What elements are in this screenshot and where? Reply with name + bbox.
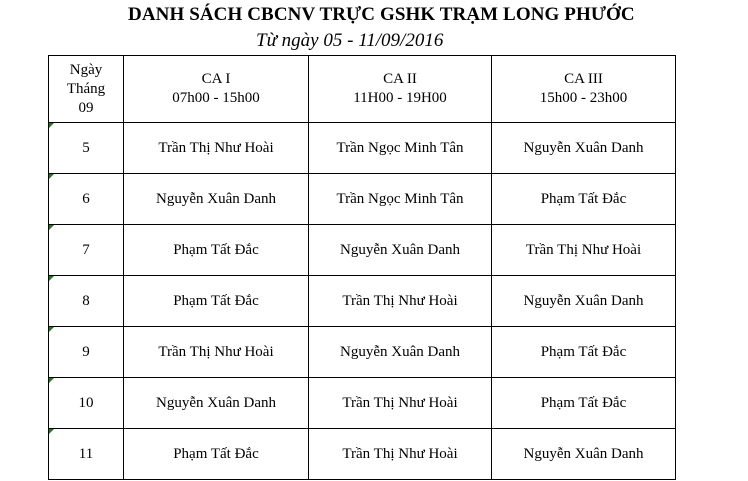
shift-2-name: CA II xyxy=(383,71,417,87)
shift-1-cell[interactable] xyxy=(124,378,309,429)
staff-name: Trần Thị Như Hoài xyxy=(342,394,458,411)
day-cell[interactable] xyxy=(49,327,124,378)
shift-2-cell[interactable] xyxy=(309,429,492,480)
comment-marker-icon xyxy=(49,225,54,230)
shift-2-cell[interactable] xyxy=(309,327,492,378)
table-row xyxy=(49,327,676,378)
shift-3-cell[interactable] xyxy=(492,225,676,276)
shift-1-cell[interactable] xyxy=(124,327,309,378)
staff-name: Nguyễn Xuân Danh xyxy=(523,292,644,309)
day-value: 5 xyxy=(82,139,90,156)
shift-3-cell[interactable] xyxy=(492,327,676,378)
shift-1-cell[interactable] xyxy=(124,276,309,327)
staff-name: Nguyễn Xuân Danh xyxy=(340,343,460,360)
header-cell-shift-2[interactable] xyxy=(309,56,492,123)
staff-name: Trần Thị Như Hoài xyxy=(158,139,274,156)
header-cell-shift-1[interactable] xyxy=(124,56,309,123)
staff-name: Trần Thị Như Hoài xyxy=(342,292,458,309)
staff-name: Trần Thị Như Hoài xyxy=(158,343,274,360)
staff-name: Phạm Tất Đắc xyxy=(173,445,259,462)
staff-name: Nguyễn Xuân Danh xyxy=(523,139,644,156)
staff-name: Nguyễn Xuân Danh xyxy=(156,190,276,207)
duty-schedule-table xyxy=(48,55,676,480)
shift-3-cell[interactable] xyxy=(492,429,676,480)
document-title: DANH SÁCH CBCNV TRỰC GSHK TRẠM LONG PHƯỚC xyxy=(128,4,635,25)
shift-3-cell[interactable] xyxy=(492,174,676,225)
header-day-line-1: Ngày xyxy=(69,61,103,78)
shift-1-cell[interactable] xyxy=(124,123,309,174)
staff-name: Nguyễn Xuân Danh xyxy=(156,394,276,411)
shift-2-cell[interactable] xyxy=(309,174,492,225)
day-value: 8 xyxy=(82,292,90,309)
shift-2-cell[interactable] xyxy=(309,276,492,327)
staff-name: Trần Thị Như Hoài xyxy=(342,445,458,462)
table-row xyxy=(49,174,676,225)
staff-name: Phạm Tất Đắc xyxy=(173,241,259,258)
day-value: 11 xyxy=(78,445,94,462)
shift-2-cell[interactable] xyxy=(309,123,492,174)
day-cell[interactable] xyxy=(49,123,124,174)
staff-name: Trần Ngọc Minh Tân xyxy=(336,190,464,207)
staff-name: Phạm Tất Đắc xyxy=(173,292,259,309)
shift-1-cell[interactable] xyxy=(124,174,309,225)
shift-1-cell[interactable] xyxy=(124,225,309,276)
shift-3-time: 15h00 - 23h00 xyxy=(539,90,628,106)
comment-marker-icon xyxy=(49,174,54,179)
day-cell[interactable] xyxy=(49,225,124,276)
comment-marker-icon xyxy=(49,429,54,434)
shift-3-name: CA III xyxy=(564,71,603,87)
comment-marker-icon xyxy=(49,123,54,128)
staff-name: Trần Ngọc Minh Tân xyxy=(336,139,464,156)
comment-marker-icon xyxy=(49,327,54,332)
day-cell[interactable] xyxy=(49,174,124,225)
shift-1-time: 07h00 - 15h00 xyxy=(172,90,260,106)
header-cell-shift-3[interactable] xyxy=(492,56,676,123)
comment-marker-icon xyxy=(49,276,54,281)
shift-1-cell[interactable] xyxy=(124,429,309,480)
shift-3-cell[interactable] xyxy=(492,123,676,174)
table-row xyxy=(49,429,676,480)
table-row xyxy=(49,276,676,327)
shift-1-name: CA I xyxy=(201,71,231,87)
table-row xyxy=(49,123,676,174)
day-cell[interactable] xyxy=(49,276,124,327)
staff-name: Nguyễn Xuân Danh xyxy=(523,445,644,462)
header-day-line-3: 09 xyxy=(78,99,94,116)
header-row xyxy=(49,56,676,123)
shift-3-cell[interactable] xyxy=(492,276,676,327)
comment-marker-icon xyxy=(49,378,54,383)
shift-3-cell[interactable] xyxy=(492,378,676,429)
day-value: 10 xyxy=(78,394,94,411)
staff-name: Phạm Tất Đắc xyxy=(540,190,627,207)
shift-2-cell[interactable] xyxy=(309,378,492,429)
shift-2-cell[interactable] xyxy=(309,225,492,276)
staff-name: Phạm Tất Đắc xyxy=(540,343,627,360)
table-row xyxy=(49,225,676,276)
day-value: 7 xyxy=(82,241,90,258)
document-subtitle: Từ ngày 05 - 11/09/2016 xyxy=(256,30,444,51)
shift-2-time: 11H00 - 19H00 xyxy=(353,90,447,106)
staff-name: Phạm Tất Đắc xyxy=(540,394,627,411)
day-cell[interactable] xyxy=(49,378,124,429)
staff-name: Nguyễn Xuân Danh xyxy=(340,241,460,258)
staff-name: Trần Thị Như Hoài xyxy=(525,241,642,258)
header-day-line-2: Tháng xyxy=(66,80,106,97)
table-row xyxy=(49,378,676,429)
day-cell[interactable] xyxy=(49,429,124,480)
day-value: 6 xyxy=(82,190,90,207)
day-value: 9 xyxy=(82,343,90,360)
header-cell-day[interactable] xyxy=(49,56,124,123)
